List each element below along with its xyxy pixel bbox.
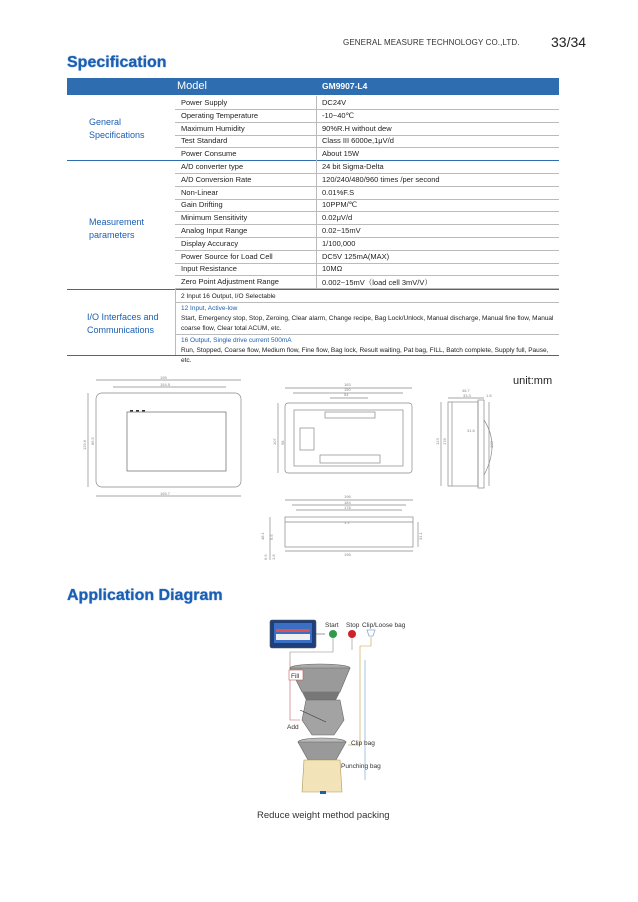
io-line1: 2 Input 16 Output, I/O Selectable (181, 293, 276, 300)
spec-value: 120/240/480/960 times /per second (322, 174, 440, 184)
model-label: Model (177, 80, 207, 92)
clip-bag-icon (367, 630, 375, 636)
dim-text: 33.3 (463, 393, 471, 398)
io-output-title: 16 Output, Single drive current 500mA (181, 337, 292, 344)
spec-key: Zero Point Adjustment Range (181, 277, 279, 287)
dim-text: 196 (344, 494, 351, 499)
dim-text: 184 (344, 500, 351, 505)
dim-text: 123 (435, 438, 440, 445)
dim-text: 107 (272, 438, 277, 445)
fill-label: Fill (291, 673, 300, 680)
model-value: GM9907-L4 (322, 81, 368, 91)
dim-text: 195 (160, 375, 167, 380)
controller-device (270, 620, 316, 648)
add-label: Add (287, 724, 299, 731)
spec-value: 10MΩ (322, 264, 343, 274)
dim-text: 1.8 (271, 554, 276, 560)
diagram-caption: Reduce weight method packing (257, 810, 390, 821)
dim-text: 54 (344, 392, 349, 397)
dim-text: 129.6 (82, 439, 87, 450)
start-button-icon (329, 630, 337, 638)
spec-key: Analog Input Range (181, 226, 248, 235)
spec-key: Minimum Sensitivity (181, 213, 248, 223)
spec-value: 0.01%F.S (322, 187, 355, 197)
spec-key: A/D converter type (181, 162, 244, 171)
spec-value: 24 bit Sigma-Delta (322, 162, 384, 171)
io-input-title: 12 Input, Active-low (181, 305, 238, 312)
dim-text: 6.9 (263, 554, 268, 560)
company-name: GENERAL MEASURE TECHNOLOGY CO.,LTD. (343, 38, 520, 47)
spec-value: 0.002~15mV（load cell 3mV/V） (322, 278, 432, 288)
dim-text: 178 (442, 438, 447, 445)
punching-bag-label: Punching bag (341, 763, 381, 770)
spec-key: Operating Temperature (181, 110, 258, 120)
dim-text: 150 (344, 387, 351, 392)
dim-text: 165.7 (160, 491, 171, 496)
spec-value: 1/100,000 (322, 238, 356, 248)
spec-key: Power Supply (181, 98, 228, 107)
spec-key: Test Standard (181, 136, 228, 146)
dim-text: 98 (280, 440, 285, 445)
dim-text: 31.1 (418, 532, 423, 540)
spec-key: Input Resistance (181, 264, 237, 274)
specification-title: Specification (67, 54, 167, 71)
weighing-hopper (300, 700, 344, 735)
io-output-desc: Run, Stopped, Coarse flow, Medium flow, Fine flow, Bag lock, Result waiting, Pat bag, FILL, Batch complete, Supply full, Pause, etc. (181, 347, 549, 364)
dim-text: 86.5 (90, 437, 95, 445)
spec-value: 10PPM/℃ (322, 200, 358, 210)
dim-text: 48.1 (260, 532, 265, 540)
spec-key: Power Consume (181, 149, 237, 159)
general-label: General Specifications (89, 117, 145, 140)
dim-text: 1.8 (486, 393, 492, 398)
dim-text: 100 (489, 441, 494, 448)
punching-bag (302, 760, 342, 794)
spec-key: Gain Drifting (181, 200, 223, 210)
spec-key: A/D Conversion Rate (181, 174, 252, 184)
clip-bag-funnel (298, 738, 346, 760)
unit-label: unit:mm (513, 375, 553, 387)
start-label: Start (325, 622, 339, 629)
page-number: 33/34 (551, 34, 587, 50)
stop-button-icon (348, 630, 356, 638)
spec-value: DC24V (322, 98, 347, 107)
spec-value: 90%R.H without dew (322, 123, 392, 133)
measurement-label: Measurement parameters (89, 217, 145, 240)
spec-value: DC5V 125mA(MAX) (322, 251, 390, 261)
dim-text: 154.5 (160, 382, 171, 387)
dim-text: 1.1 (344, 520, 350, 525)
spec-value: 0.02~15mV (322, 226, 361, 235)
spec-value: About 15W (322, 149, 360, 159)
dim-text: 6.5 (269, 534, 274, 540)
stop-label: Stop (346, 622, 360, 629)
spec-key: Maximum Humidity (181, 123, 245, 133)
dim-text: 46.7 (462, 388, 470, 393)
application-title: Application Diagram (67, 587, 223, 604)
dim-text: 31.6 (467, 428, 475, 433)
top-hopper (290, 664, 350, 700)
dim-text: 178 (344, 505, 351, 510)
spec-value: 0.02μV/d (322, 213, 353, 223)
io-label: I/O Interfaces and Communications (87, 312, 159, 335)
dim-text: 196 (344, 552, 351, 557)
spec-value: -10~40℃ (322, 110, 354, 120)
spec-key: Display Accuracy (181, 238, 239, 248)
dim-text: 183 (344, 382, 351, 387)
clip-loose-label: Clip/Loose bag (362, 622, 406, 629)
spec-value: Class III 6000e,1μV/d (322, 136, 394, 146)
clip-bag-label: Clip bag (351, 740, 375, 747)
io-input-desc: Start, Emergency stop, Stop, Zeroing, Clear alarm, Change recipe, Bag Lock/Unlock, Manual discharge, Manual fine flow, Manual coarse flow, Clear total ACUM, etc. (181, 315, 554, 332)
spec-key: Non-Linear (181, 187, 219, 197)
spec-key: Power Source for Load Cell (181, 251, 273, 261)
